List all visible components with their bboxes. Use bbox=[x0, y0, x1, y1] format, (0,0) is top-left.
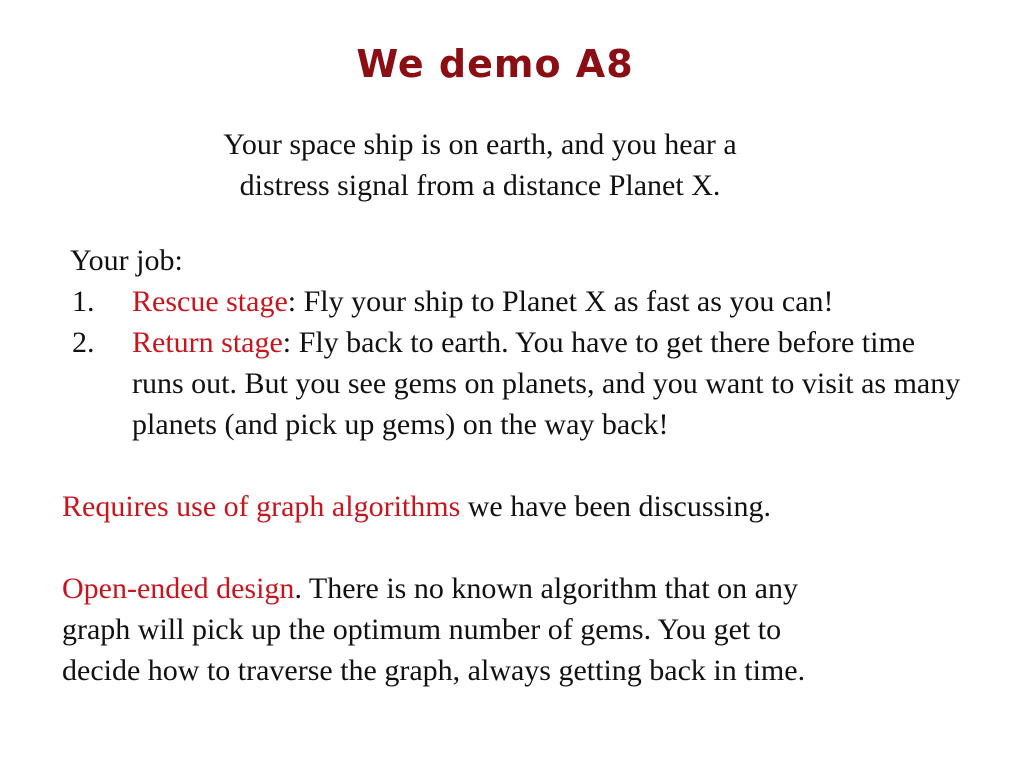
open-ended-line: graph will pick up the optimum number of gems. You get to bbox=[62, 613, 782, 646]
intro-line: Your space ship is on earth, and you hear a bbox=[223, 128, 737, 161]
return-stage-label: Return stage bbox=[132, 326, 283, 359]
open-ended-line: decide how to traverse the graph, always getting back in time. bbox=[62, 654, 806, 687]
rescue-stage-label: Rescue stage bbox=[132, 285, 288, 318]
open-ended-line bbox=[62, 568, 982, 609]
list-number: 1. bbox=[72, 285, 95, 318]
open-ended-highlight: Open-ended design bbox=[62, 572, 295, 605]
job-heading: Your job: bbox=[70, 244, 183, 277]
intro-line: distress signal from a distance Planet X. bbox=[239, 169, 721, 202]
requires-paragraph bbox=[62, 486, 982, 527]
list-number: 2. bbox=[72, 326, 95, 359]
requires-highlight: Requires use of graph algorithms bbox=[62, 490, 461, 523]
list-item-rescue bbox=[72, 281, 972, 322]
list-item-return bbox=[72, 322, 972, 445]
requires-text: we have been discussing. bbox=[460, 490, 772, 523]
return-stage-text: : Fly back to earth. You have to get there before time runs out. But you see gems on planets, and you want to visit as many planets (and pick up gems) on the way back! bbox=[132, 326, 961, 441]
open-ended-text: . There is no known algorithm that on any bbox=[294, 572, 798, 605]
slide-title: We demo A8 bbox=[356, 42, 634, 86]
job-list bbox=[72, 281, 972, 445]
intro-paragraph bbox=[120, 124, 840, 206]
list-item-text bbox=[132, 281, 962, 322]
list-item-text bbox=[132, 322, 962, 445]
open-ended-paragraph bbox=[62, 568, 982, 691]
rescue-stage-text: : Fly your ship to Planet X as fast as you can! bbox=[287, 285, 834, 318]
